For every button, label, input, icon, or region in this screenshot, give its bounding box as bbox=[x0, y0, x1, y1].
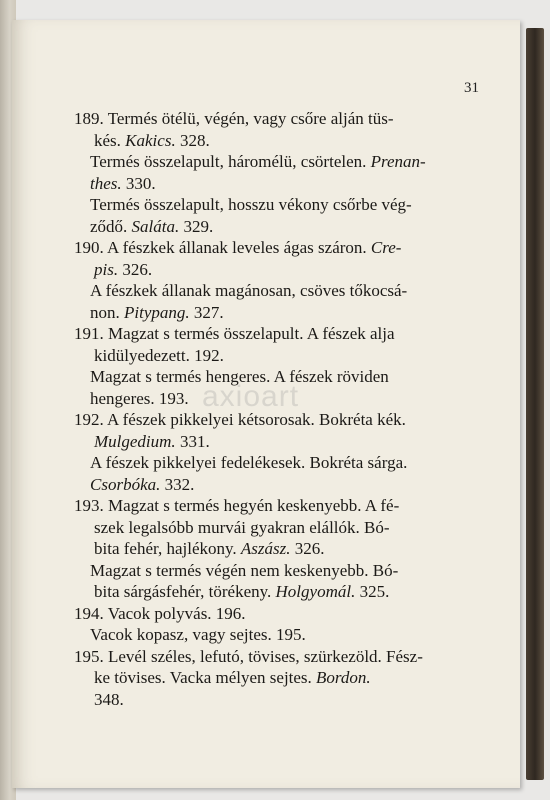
text-segment: 329. bbox=[179, 216, 214, 236]
text-segment: non. bbox=[90, 302, 124, 322]
text-segment: 326. bbox=[118, 259, 153, 279]
text-line bbox=[74, 345, 504, 367]
text-segment: hengeres. 193. bbox=[90, 388, 189, 408]
page-number: 31 bbox=[464, 80, 479, 96]
italic-term: Prenan- bbox=[370, 152, 426, 171]
text-line bbox=[74, 560, 504, 582]
text-line bbox=[74, 302, 504, 324]
italic-term: thes. bbox=[90, 173, 122, 193]
text-segment: ződő. bbox=[90, 216, 132, 236]
text-segment: Termés összelapult, hosszu vékony csőrbe vég- bbox=[90, 195, 412, 214]
text-line bbox=[74, 216, 504, 238]
watermark: axioart bbox=[202, 380, 300, 413]
italic-term: Csorbóka. bbox=[90, 474, 161, 494]
text-line bbox=[74, 259, 504, 281]
text-segment: kidülyedezett. 192. bbox=[94, 345, 224, 365]
text-segment: Magzat s termés hengeres. A fészek röviden bbox=[90, 367, 389, 386]
text-segment: 192. A fészek pikkelyei kétsorosak. Bokréta kék. bbox=[74, 410, 406, 429]
text-line bbox=[74, 280, 504, 302]
text-segment: 191. Magzat s termés összelapult. A fészek alja bbox=[74, 324, 395, 343]
text-line bbox=[74, 237, 504, 259]
text-line bbox=[74, 495, 504, 517]
text-segment: 193. Magzat s termés hegyén keskenyebb. A fé- bbox=[74, 496, 400, 515]
text-segment: Magzat s termés végén nem keskenyebb. Bó- bbox=[90, 560, 399, 580]
text-line bbox=[74, 108, 504, 130]
text-line bbox=[74, 646, 504, 668]
text-segment: 326. bbox=[290, 539, 325, 558]
text-line bbox=[74, 194, 504, 216]
text-segment: 189. Termés ötélü, végén, vagy csőre alján tüs- bbox=[74, 109, 394, 128]
italic-term: Mulgedium. bbox=[94, 431, 176, 451]
text-line bbox=[74, 474, 504, 496]
text-segment: kés. bbox=[94, 130, 126, 150]
text-segment: ke tövises. Vacka mélyen sejtes. bbox=[94, 668, 317, 687]
text-segment: Vacok kopasz, vagy sejtes. 195. bbox=[90, 625, 306, 644]
italic-term: Cre- bbox=[370, 238, 402, 257]
italic-term: Pitypang. bbox=[124, 302, 190, 322]
text-line bbox=[74, 581, 504, 603]
text-line bbox=[74, 431, 504, 453]
text-line bbox=[74, 151, 504, 173]
text-segment: 195. Levél széles, lefutó, tövises, szürkezöld. Fész- bbox=[74, 646, 423, 666]
text-line bbox=[74, 667, 504, 689]
text-segment: 190. A fészkek állanak leveles ágas száron. bbox=[74, 238, 371, 257]
text-segment: 327. bbox=[189, 302, 224, 322]
text-line bbox=[74, 517, 504, 539]
text-segment: A fészkek állanak magánosan, csöves tőkocsá- bbox=[90, 281, 408, 300]
text-segment: bita fehér, hajlékony. bbox=[94, 539, 241, 558]
text-segment: 330. bbox=[121, 173, 156, 193]
text-segment: 348. bbox=[94, 689, 124, 709]
text-line bbox=[74, 130, 504, 152]
italic-term: Saláta. bbox=[131, 216, 180, 236]
text-segment: 328. bbox=[175, 130, 210, 150]
text-line bbox=[74, 689, 504, 711]
text-segment: bita sárgásfehér, törékeny. bbox=[94, 582, 276, 601]
text-line bbox=[74, 538, 504, 560]
text-segment: szek legalsóbb murvái gyakran elállók. Bó- bbox=[94, 517, 390, 537]
text-line bbox=[74, 603, 504, 625]
text-line bbox=[74, 173, 504, 195]
text-line bbox=[74, 323, 504, 345]
text-segment: 325. bbox=[355, 582, 390, 601]
text-segment: Termés összelapult, háromélü, csörtelen. bbox=[90, 152, 371, 171]
text-segment: 194. Vacok polyvás. 196. bbox=[74, 603, 246, 623]
text-segment: 331. bbox=[175, 431, 210, 451]
italic-term: Holgyomál. bbox=[275, 582, 356, 601]
book-cover-edge bbox=[526, 28, 544, 780]
italic-term: Aszász. bbox=[240, 539, 291, 558]
italic-term: Kakics. bbox=[125, 130, 176, 150]
italic-term: Bordon. bbox=[316, 668, 371, 687]
book-page bbox=[12, 20, 520, 788]
italic-term: pis. bbox=[94, 259, 119, 279]
text-line bbox=[74, 624, 504, 646]
text-segment: 332. bbox=[160, 474, 195, 494]
text-segment: A fészek pikkelyei fedelékesek. Bokréta sárga. bbox=[90, 453, 408, 472]
text-line bbox=[74, 452, 504, 474]
